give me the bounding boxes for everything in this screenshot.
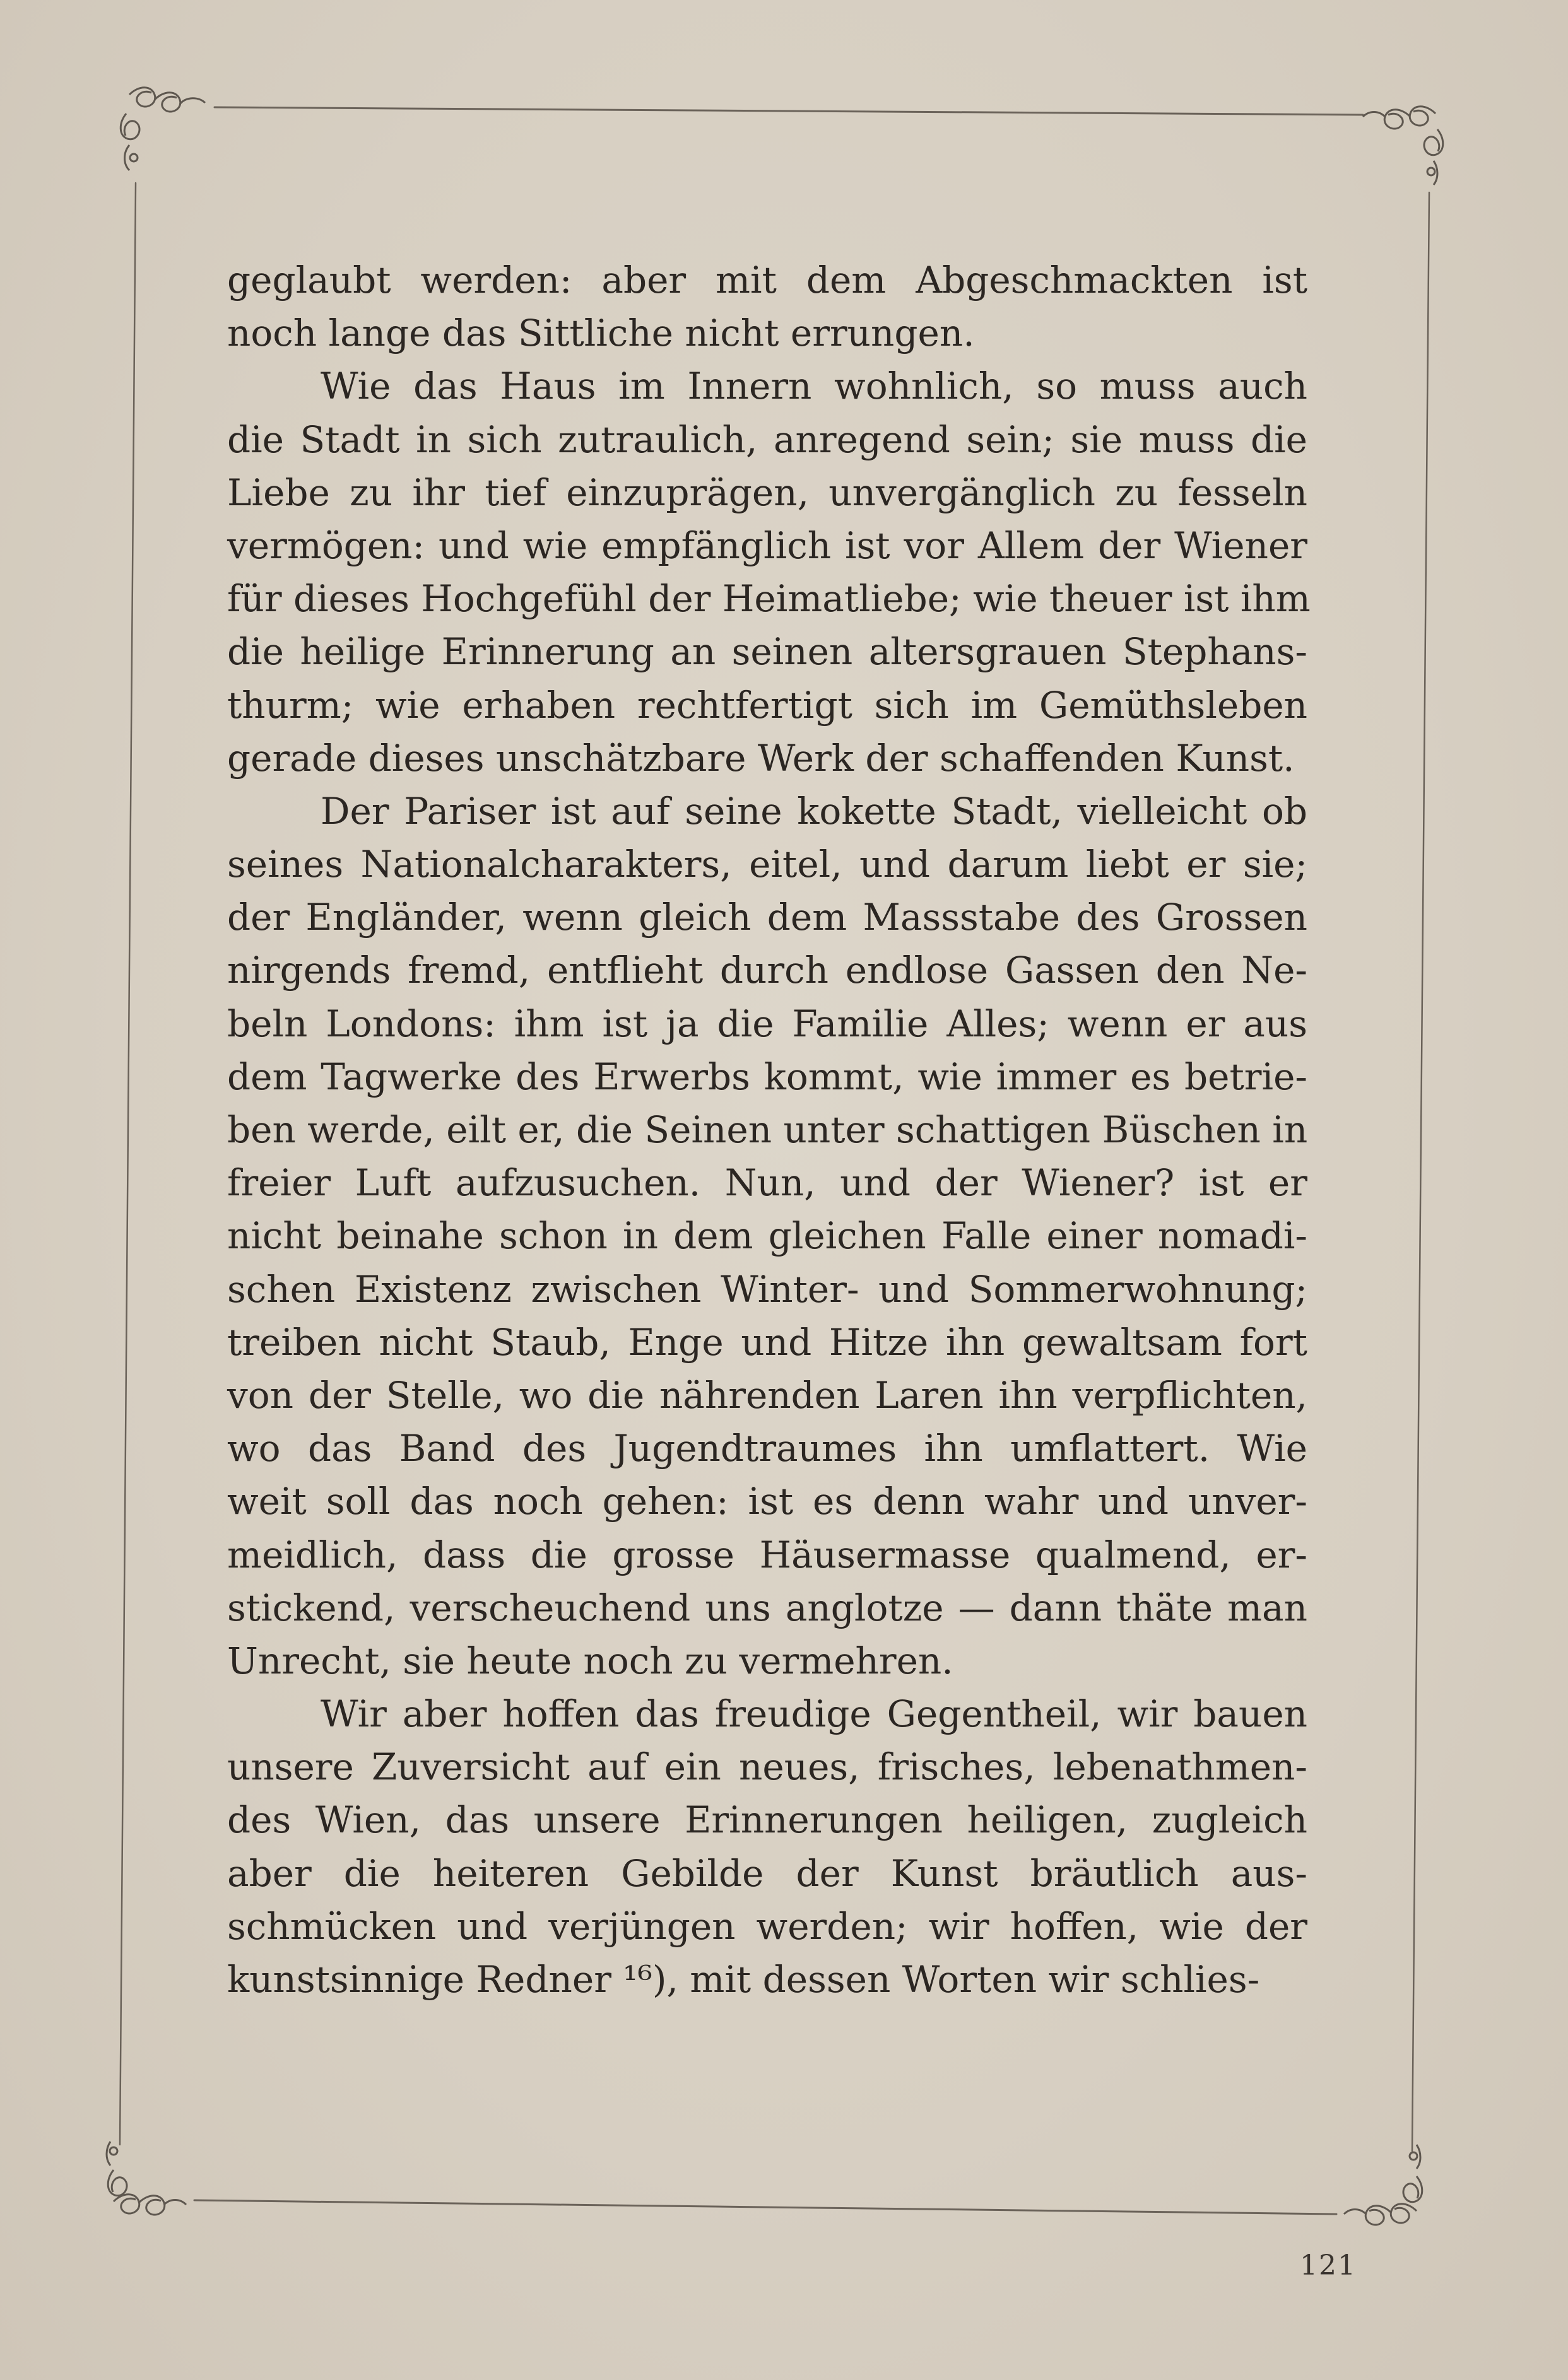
text-line: schmücken und verjüngen werden; wir hoffen, wie der bbox=[227, 1904, 1307, 1948]
corner-ornament-top-right bbox=[1363, 107, 1443, 185]
text-line: noch lange das Sittliche nicht errungen. bbox=[227, 312, 975, 355]
text-line: ben werde, eilt er, die Seinen unter schattigen Büschen in bbox=[227, 1108, 1308, 1151]
text-line: die heilige Erinnerung an seinen altersgrauen Stephans- bbox=[227, 630, 1307, 674]
text-line: gerade dieses unschätzbare Werk der schaffenden Kunst. bbox=[227, 736, 1295, 780]
text-line: Unrecht, sie heute noch zu vermehren. bbox=[227, 1639, 953, 1682]
paragraph bbox=[227, 254, 1307, 360]
body-text bbox=[227, 254, 1311, 2006]
text-line: thurm; wie erhaben rechtfertigt sich im Gemüthsleben bbox=[227, 683, 1307, 727]
paragraph bbox=[227, 360, 1311, 785]
text-line: seines Nationalcharakters, eitel, und darum liebt er sie; bbox=[227, 843, 1307, 886]
corner-ornament-bottom-right bbox=[1344, 2145, 1422, 2225]
text-line: des Wien, das unsere Erinnerungen heiligen, zugleich bbox=[227, 1798, 1307, 1842]
page-number: 121 bbox=[1300, 2249, 1357, 2282]
text-line: Wie das Haus im Innern wohnlich, so muss auch bbox=[321, 365, 1307, 408]
text-line: schen Existenz zwischen Winter- und Sommerwohnung; bbox=[227, 1267, 1307, 1311]
text-line: vermögen: und wie empfänglich ist vor Allem der Wiener bbox=[227, 524, 1307, 567]
frame-left-rule bbox=[120, 183, 136, 2145]
paragraph bbox=[227, 785, 1307, 1687]
text-line: von der Stelle, wo die nährenden Laren ihn verpflichten, bbox=[227, 1373, 1307, 1417]
text-line: Wir aber hoffen das freudige Gegentheil, wir bauen bbox=[321, 1692, 1307, 1736]
text-line: die Stadt in sich zutraulich, anregend sein; sie muss die bbox=[227, 418, 1307, 461]
corner-ornament-top-left bbox=[121, 88, 205, 170]
corner-ornament-bottom-left bbox=[107, 2142, 186, 2215]
text-line: für dieses Hochgefühl der Heimatliebe; wie theuer ist ihm bbox=[227, 577, 1311, 621]
text-line: meidlich, dass die grosse Häusermasse qualmend, er- bbox=[227, 1533, 1307, 1576]
text-line: freier Luft aufzusuchen. Nun, und der Wiener? ist er bbox=[227, 1161, 1307, 1205]
text-line: weit soll das noch gehen: ist es denn wahr und unver- bbox=[227, 1480, 1307, 1523]
text-line: nicht beinahe schon in dem gleichen Falle einer nomadi- bbox=[227, 1214, 1307, 1258]
frame-right-rule bbox=[1412, 192, 1429, 2151]
text-line: Der Pariser ist auf seine kokette Stadt, vielleicht ob bbox=[321, 789, 1307, 833]
text-line: stickend, verscheuchend uns anglotze — dann thäte man bbox=[227, 1586, 1307, 1629]
text-line: unsere Zuversicht auf ein neues, frisches, lebenathmen- bbox=[227, 1745, 1307, 1789]
text-line: der Engländer, wenn gleich dem Massstabe des Grossen bbox=[227, 896, 1307, 939]
text-line: treiben nicht Staub, Enge und Hitze ihn gewaltsam fort bbox=[227, 1320, 1307, 1364]
text-line: beln Londons: ihm ist ja die Familie Alles; wenn er aus bbox=[227, 1002, 1307, 1045]
text-line: dem Tagwerke des Erwerbs kommt, wie immer es betrie- bbox=[227, 1055, 1307, 1098]
text-line: geglaubt werden: aber mit dem Abgeschmackten ist bbox=[227, 259, 1307, 302]
text-line: Liebe zu ihr tief einzuprägen, unvergänglich zu fesseln bbox=[227, 471, 1307, 514]
frame-bottom-rule bbox=[194, 2200, 1336, 2214]
frame-top-rule bbox=[215, 107, 1363, 115]
paragraph bbox=[227, 1687, 1307, 2006]
text-line: wo das Band des Jugendtraumes ihn umflattert. Wie bbox=[227, 1427, 1307, 1470]
text-line: nirgends fremd, entflieht durch endlose Gassen den Ne- bbox=[227, 949, 1307, 992]
text-line: aber die heiteren Gebilde der Kunst bräutlich aus- bbox=[227, 1851, 1307, 1895]
text-line: kunstsinnige Redner ¹⁶), mit dessen Worten wir schlies- bbox=[227, 1958, 1260, 2001]
